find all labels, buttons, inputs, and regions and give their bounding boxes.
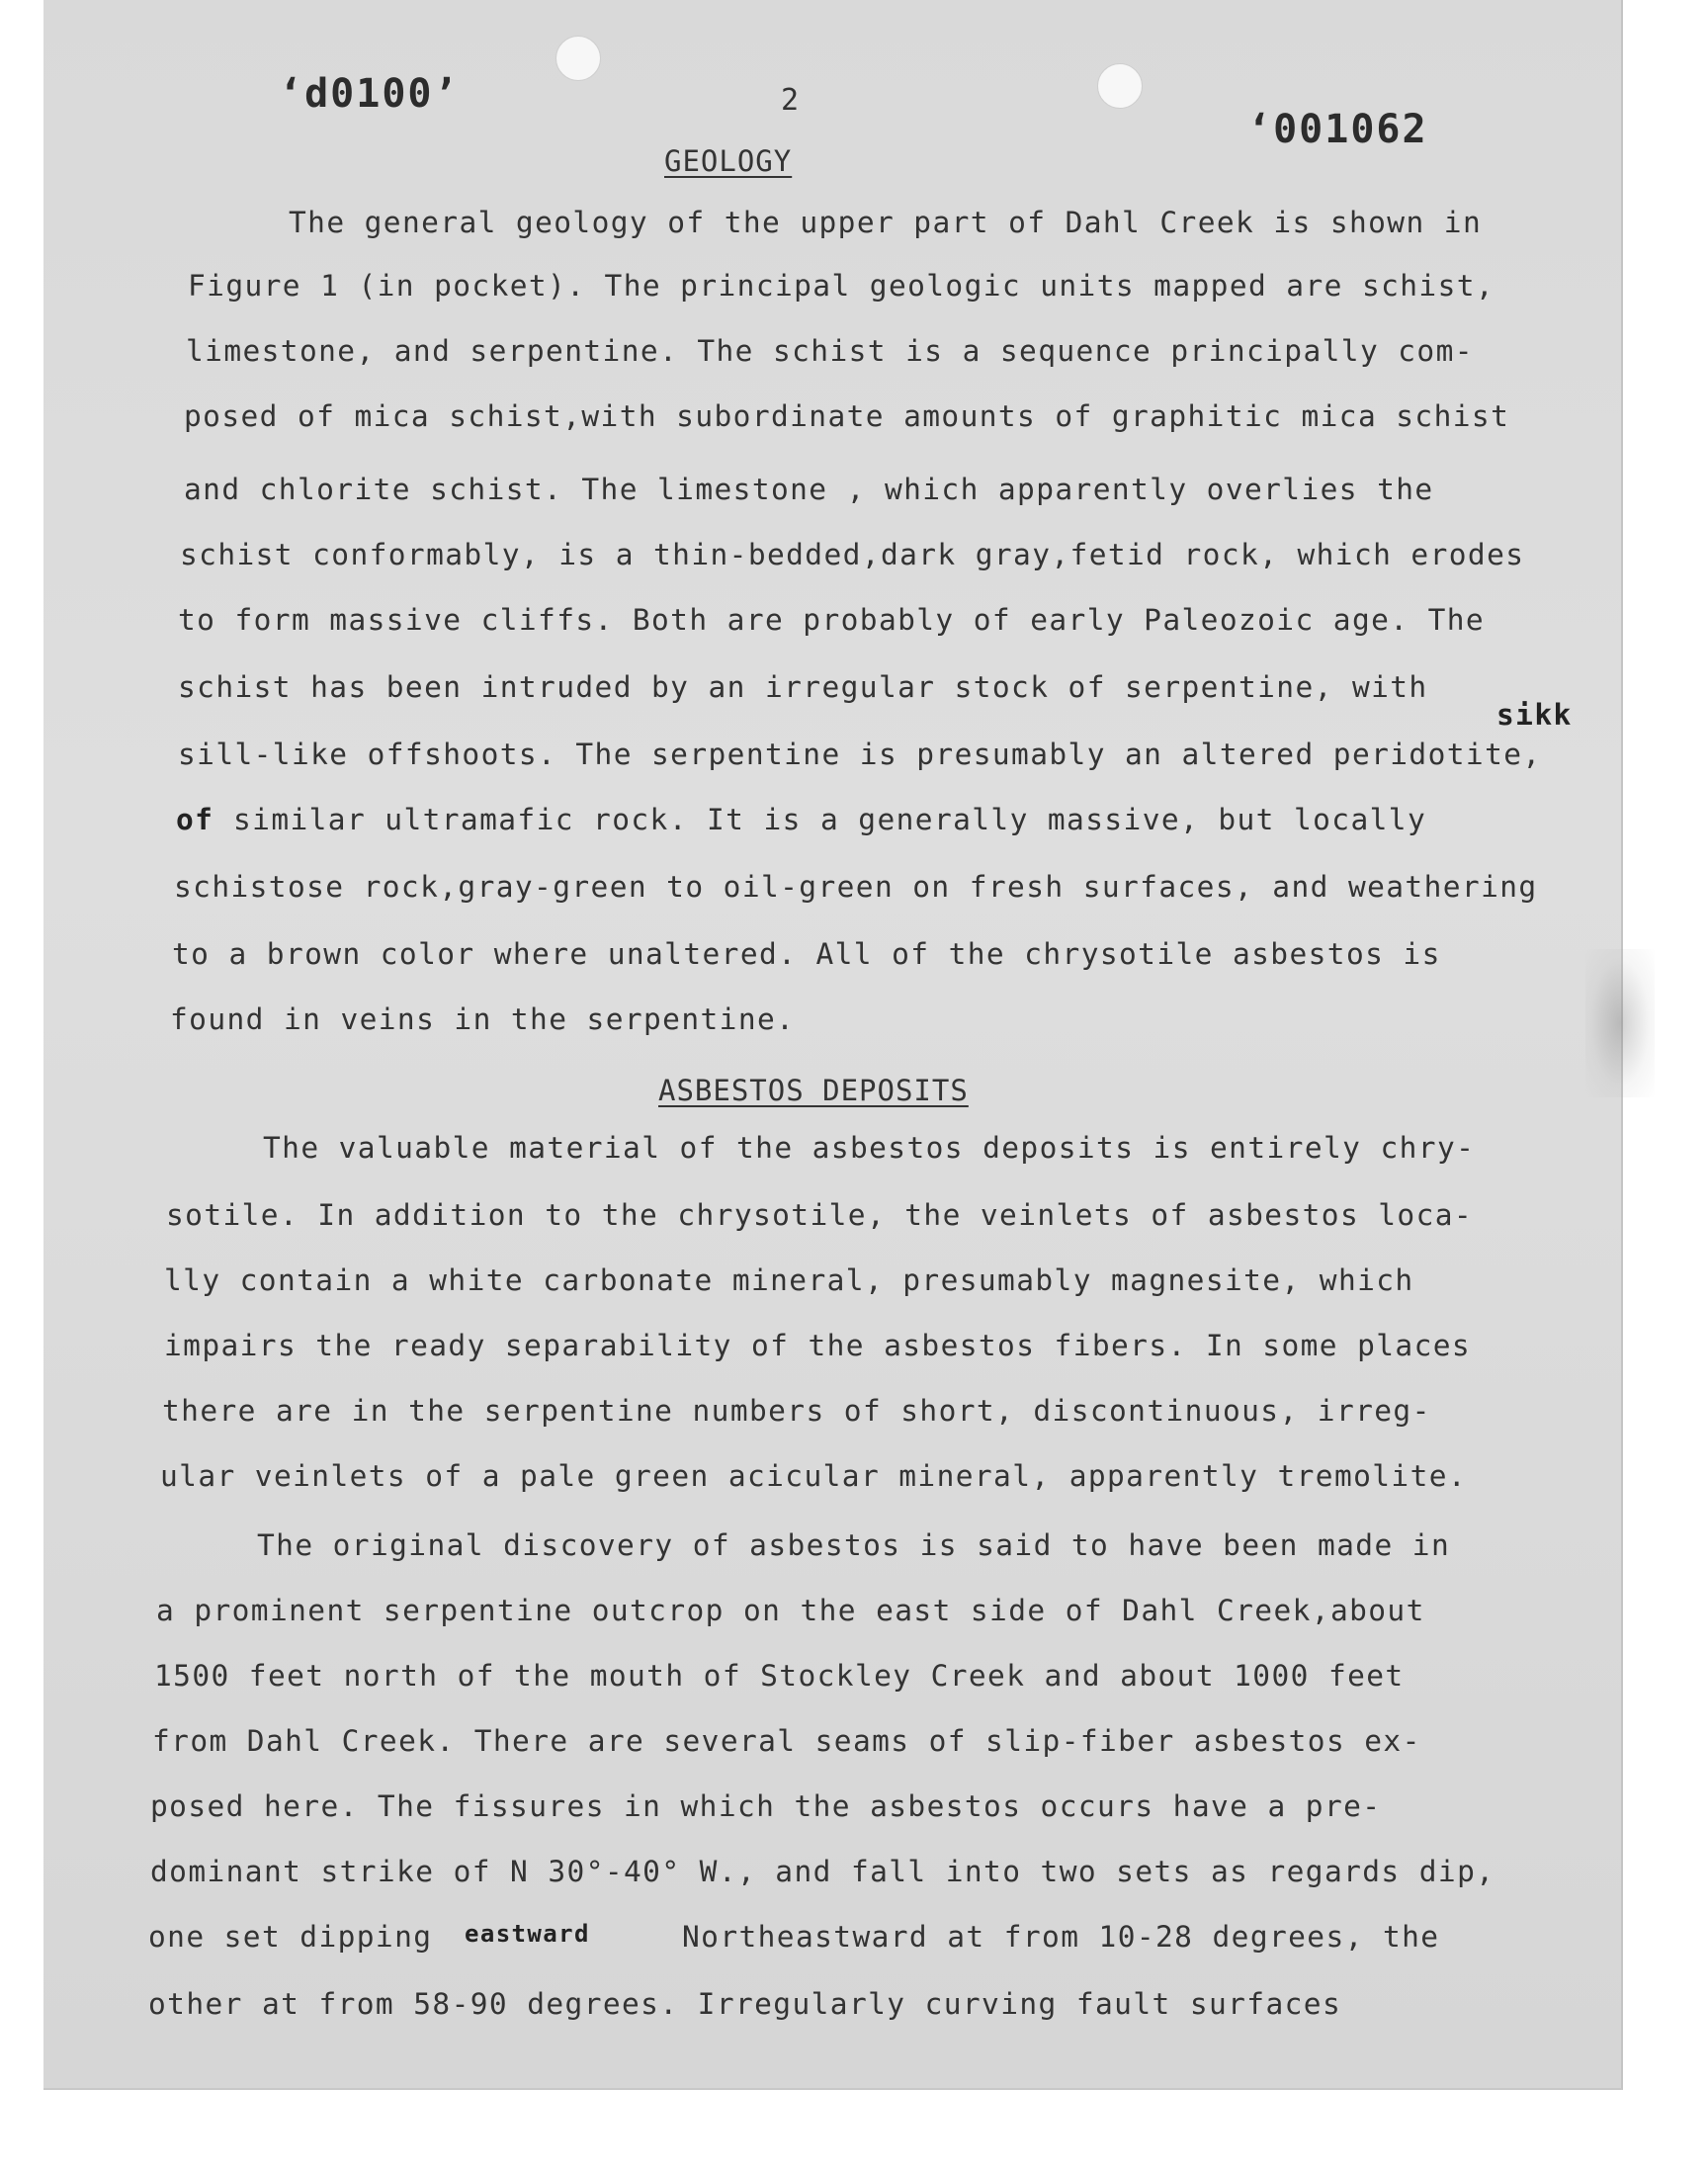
- document-stamp-left: ʻd0100ʼ: [279, 71, 460, 117]
- asbestos-line: lly contain a white carbonate mineral, presumably magnesite, which: [164, 1263, 1414, 1297]
- geology-heading: GEOLOGY: [664, 144, 793, 178]
- page-smudge: [1585, 949, 1655, 1097]
- geology-line: limestone, and serpentine. The schist is a sequence principally com-: [186, 334, 1474, 368]
- geology-line: schist conformably, is a thin-bedded,dark gray,fetid rock, which erodes: [180, 538, 1525, 571]
- asbestos-line: Northeastward at from 10-28 degrees, the: [682, 1920, 1440, 1954]
- geology-line: and chlorite schist. The limestone , which apparently overlies the: [184, 473, 1434, 506]
- asbestos-line: from Dahl Creek. There are several seams of slip-fiber asbestos ex-: [152, 1724, 1421, 1758]
- geology-line: The general geology of the upper part of Dahl Creek is shown in: [289, 206, 1483, 239]
- asbestos-line: other at from 58-90 degrees. Irregularly curving fault surfaces: [148, 1987, 1342, 2021]
- document-stamp-right: ʻ001062: [1247, 107, 1428, 152]
- asbestos-line: The valuable material of the asbestos deposits is entirely chry-: [263, 1131, 1476, 1165]
- geology-line: schistose rock,gray-green to oil-green on fresh surfaces, and weathering: [174, 870, 1538, 904]
- geology-line: posed of mica schist,with subordinate amounts of graphitic mica schist: [184, 399, 1510, 433]
- geology-line: Figure 1 (in pocket). The principal geologic units mapped are schist,: [188, 269, 1495, 303]
- struck-out-text: of: [176, 803, 214, 836]
- geology-line: found in veins in the serpentine.: [170, 1002, 796, 1036]
- asbestos-line: ular veinlets of a pale green acicular mineral, apparently tremolite.: [160, 1459, 1468, 1493]
- struck-out-text: eastward: [465, 1920, 590, 1948]
- geology-line: to form massive cliffs. Both are probably of early Paleozoic age. The: [178, 603, 1486, 637]
- punch-hole-left: [555, 36, 601, 81]
- geology-line: to a brown color where unaltered. All of the chrysotile asbestos is: [172, 937, 1441, 971]
- page-number: 2: [781, 83, 800, 118]
- asbestos-line: a prominent serpentine outcrop on the east side of Dahl Creek,about: [156, 1594, 1425, 1627]
- struck-out-text: sikk: [1496, 698, 1573, 732]
- asbestos-line: posed here. The fissures in which the asbestos occurs have a pre-: [150, 1789, 1382, 1823]
- asbestos-line: The original discovery of asbestos is said to have been made in: [257, 1528, 1451, 1562]
- asbestos-line: 1500 feet north of the mouth of Stockley Creek and about 1000 feet: [154, 1659, 1405, 1693]
- punch-hole-right: [1097, 63, 1143, 109]
- geology-line: similar ultramafic rock. It is a generally massive, but locally: [233, 803, 1427, 836]
- asbestos-line: sotile. In addition to the chrysotile, the veinlets of asbestos loca-: [166, 1198, 1474, 1232]
- asbestos-line: impairs the ready separability of the asbestos fibers. In some places: [164, 1329, 1472, 1362]
- asbestos-deposits-heading: ASBESTOS DEPOSITS: [658, 1074, 969, 1107]
- geology-line: schist has been intruded by an irregular stock of serpentine, with: [178, 670, 1428, 704]
- asbestos-line: dominant strike of N 30°-40° W., and fall into two sets as regards dip,: [150, 1855, 1495, 1888]
- geology-line: sill-like offshoots. The serpentine is presumably an altered peridotite,: [178, 738, 1542, 771]
- document-page: [43, 0, 1623, 2090]
- asbestos-line: there are in the serpentine numbers of short, discontinuous, irreg-: [162, 1394, 1431, 1428]
- asbestos-line: one set dipping: [148, 1920, 433, 1954]
